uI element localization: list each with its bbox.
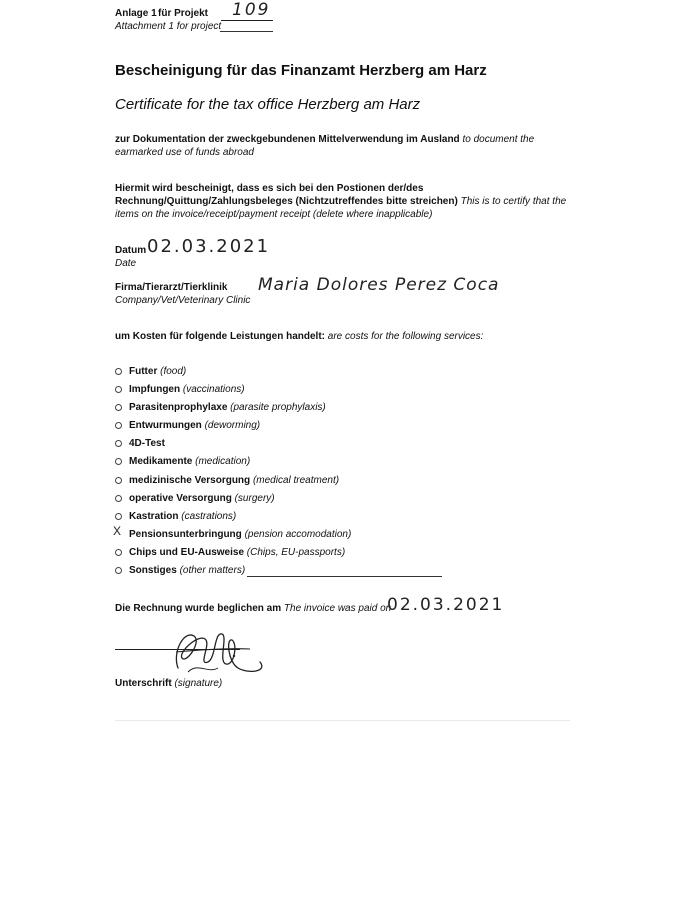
checkbox-circle-icon[interactable] bbox=[115, 513, 122, 520]
projekt-label: für Projekt bbox=[158, 8, 209, 19]
checkbox-circle-icon[interactable] bbox=[115, 386, 122, 393]
services-intro-german: um Kosten für folgende Leistungen handelt: bbox=[115, 331, 325, 342]
service-item-4d-test[interactable]: 4D-Test bbox=[115, 437, 442, 455]
services-intro bbox=[115, 330, 483, 343]
company-label bbox=[115, 281, 250, 307]
service-item-medical-treatment[interactable]: medizinische Versorgung (medical treatment) bbox=[115, 474, 442, 492]
projekt-number-handwritten: 109 bbox=[232, 0, 271, 20]
footer-divider bbox=[115, 720, 570, 721]
service-item-deworming[interactable]: Entwurmungen (deworming) bbox=[115, 419, 442, 437]
date-label bbox=[115, 244, 146, 270]
signature-label-german: Unterschrift bbox=[115, 678, 172, 689]
service-item-other-matters[interactable]: Sonstiges (other matters) bbox=[115, 564, 442, 582]
service-item-medication[interactable]: Medikamente (medication) bbox=[115, 455, 442, 473]
service-item-vaccinations[interactable]: Impfungen (vaccinations) bbox=[115, 383, 442, 401]
document-title-german: Bescheinigung für das Finanzamt Herzberg am Harz bbox=[115, 62, 487, 79]
signature-label-english: (signature) bbox=[174, 678, 223, 689]
checkbox-circle-icon[interactable] bbox=[115, 477, 122, 484]
other-matters-blank-line[interactable] bbox=[247, 567, 442, 577]
checkbox-circle-icon[interactable] bbox=[115, 458, 122, 465]
date-label-english: Date bbox=[115, 258, 137, 269]
checkbox-circle-icon[interactable] bbox=[115, 368, 122, 375]
service-item-food[interactable]: Futter (food) bbox=[115, 365, 442, 383]
attachment-text: Attachment 1 for project bbox=[115, 21, 222, 32]
paid-label-english: The invoice was paid on bbox=[283, 603, 392, 614]
service-item-pension-accommodation[interactable]: X Pensionsunterbringung (pension accomodation) bbox=[113, 523, 352, 540]
checkbox-circle-icon[interactable] bbox=[115, 404, 122, 411]
services-intro-english: are costs for the following services: bbox=[327, 331, 484, 342]
company-label-german: Firma/Tierarzt/Tierklinik bbox=[115, 282, 228, 293]
signature-label bbox=[115, 677, 222, 690]
attachment-blank-line bbox=[220, 31, 273, 32]
paid-date-handwritten: 02.03.2021 bbox=[387, 595, 505, 615]
projekt-number-line bbox=[221, 20, 273, 21]
company-value-handwritten: Maria Dolores Perez Coca bbox=[258, 275, 500, 295]
date-label-german: Datum bbox=[115, 245, 147, 256]
checkbox-circle-icon[interactable] bbox=[115, 495, 122, 502]
handwritten-signature-icon bbox=[168, 622, 273, 678]
paid-label-german: Die Rechnung wurde beglichen am bbox=[115, 603, 282, 614]
document-title-english: Certificate for the tax office Herzberg am Harz bbox=[115, 96, 421, 113]
certification-german: Hiermit wird bescheinigt, dass es sich bei den Postionen der/des Rechnung/Quittung/Zahlungsbeleges (Nichtzutreffendes bitte streichen) bbox=[115, 183, 458, 207]
purpose-german: zur Dokumentation der zweckgebundenen Mittelverwendung im Ausland bbox=[115, 134, 460, 145]
service-item-castrations[interactable]: Kastration (castrations) bbox=[115, 510, 442, 528]
certification-english: This is to certify that the items on the invoice/receipt/payment receipt (delete where inapplicable) bbox=[115, 196, 567, 220]
service-item-parasite-prophylaxis[interactable]: Parasitenprophylaxe (parasite prophylaxis) bbox=[115, 401, 442, 419]
services-checklist bbox=[115, 365, 442, 582]
service-item-chips-passports[interactable]: Chips und EU-Ausweise (Chips, EU-passports) bbox=[115, 546, 442, 564]
checkbox-circle-icon[interactable] bbox=[115, 422, 122, 429]
service-item-surgery[interactable]: operative Versorgung (surgery) bbox=[115, 492, 442, 510]
checkbox-circle-icon[interactable] bbox=[115, 440, 122, 447]
checkbox-circle-icon[interactable] bbox=[115, 549, 122, 556]
certification-statement bbox=[115, 182, 570, 221]
purpose-english: to document the earmarked use of funds abroad bbox=[115, 134, 535, 158]
checkbox-circle-icon[interactable] bbox=[115, 567, 122, 574]
paid-label bbox=[115, 602, 391, 615]
anlage-label: Anlage 1 bbox=[115, 8, 157, 19]
checked-cross-icon[interactable]: X bbox=[113, 523, 122, 538]
company-label-english: Company/Vet/Veterinary Clinic bbox=[115, 295, 251, 306]
purpose-statement bbox=[115, 133, 570, 159]
date-value-handwritten: 02.03.2021 bbox=[147, 236, 271, 257]
